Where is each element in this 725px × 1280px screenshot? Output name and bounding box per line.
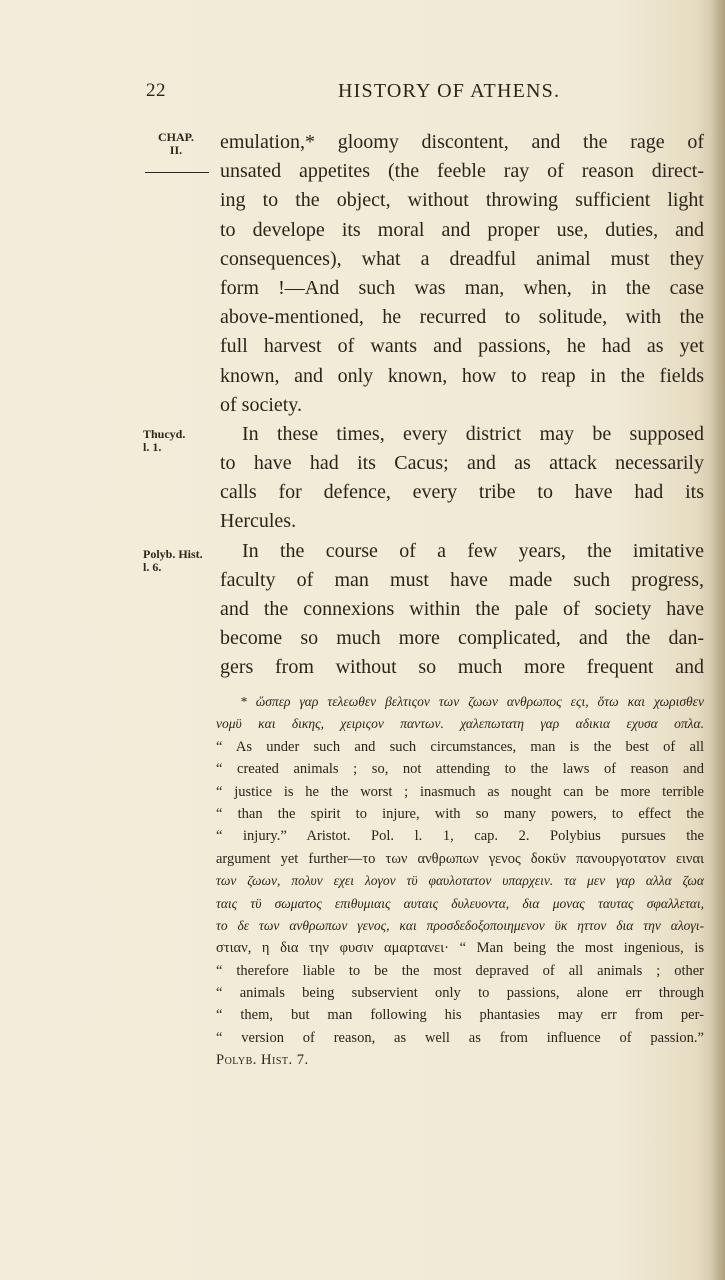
body-line: consequences), what a dreadful animal must they <box>220 247 704 270</box>
body-line: calls for defence, every tribe to have had its <box>220 481 704 504</box>
footnote-line: “ created animals ; so, not attending to the laws of reason and <box>216 761 704 778</box>
body-text <box>220 128 704 683</box>
body-line: to develope its moral and proper use, duties, and <box>220 218 704 241</box>
footnote-line: “ than the spirit to injure, with so many powers, to effect the <box>216 805 704 822</box>
margin-note-thucydides-title: Thucyd. <box>143 427 186 441</box>
footnote-line: “ therefore liable to be the most depraved of all animals ; other <box>216 962 704 979</box>
body-line: to have had its Cacus; and as attack necessarily <box>220 452 704 475</box>
footnote-line: “ injury.” Aristot. Pol. l. 1, cap. 2. Polybius pursues the <box>216 828 704 845</box>
footnote-line: νομϋ και δικης, χειριςον παντων. χαλεπωτατη γαρ αδικια εχυσα οπλα. <box>216 716 704 732</box>
page-header <box>0 80 725 110</box>
body-line: gers from without so much more frequent and <box>220 656 704 679</box>
page-edge-shadow <box>711 0 725 1280</box>
chapter-label: CHAP. <box>158 130 194 144</box>
body-line: above-mentioned, he recurred to solitude, with the <box>220 306 704 329</box>
margin-note-polybius <box>143 548 203 574</box>
body-line: ing to the object, without throwing sufficient light <box>220 189 704 212</box>
chapter-marker <box>158 131 194 157</box>
margin-note-thucydides-ref: l. 1. <box>143 440 162 454</box>
margin-note-thucydides <box>143 428 185 454</box>
margin-note-polybius-title: Polyb. Hist. <box>143 547 203 561</box>
body-line: known, and only known, how to reap in the fields <box>220 364 704 387</box>
page-number: 22 <box>146 80 166 101</box>
footnote-line: argument yet further—το των ανθρωπων γενος δοκϋν πανουργοτατον ειναι <box>216 850 704 867</box>
footnote-line: “ justice is he the worst ; inasmuch as nought can be more terrible <box>216 783 704 800</box>
chapter-number: II. <box>169 143 183 157</box>
footnote-line: των ζωων, πολυν εχει λογον τϋ φαυλοτατον υπαρχειν. τα μεν γαρ αλλα ζωα <box>216 873 704 889</box>
chapter-rule <box>145 172 209 173</box>
footnote-line: * ὥσπερ γαρ τελεωθεν βελτιςον των ζωων ανθρωπος εςι, ὅτω και χωρισθεν <box>240 694 704 709</box>
body-line: Hercules. <box>220 510 297 533</box>
body-line: In the course of a few years, the imitative <box>242 539 704 562</box>
body-line: become so much more complicated, and the dan- <box>220 627 704 650</box>
footnote-line: “ As under such and such circumstances, man is the best of all <box>216 738 704 755</box>
footnote-line: Polyb. Hist. 7. <box>216 1052 309 1069</box>
body-line: of society. <box>220 393 303 416</box>
body-line: form !—And such was man, when, in the case <box>220 276 704 299</box>
footnote-line: “ them, but man following his phantasies may err from per- <box>216 1007 704 1024</box>
footnote-line: “ animals being subservient only to passions, alone err through <box>216 985 704 1002</box>
margin-note-polybius-ref: l. 6. <box>143 560 162 574</box>
running-head: HISTORY OF ATHENS. <box>338 80 561 102</box>
footnote-line: το δε των ανθρωπων γενος, και προσδεδοξοποιημενον ϋκ ηττον δια την αλογι- <box>216 917 704 933</box>
body-line: and the connexions within the pale of society have <box>220 598 704 620</box>
body-line: full harvest of wants and passions, he had as yet <box>220 335 704 358</box>
body-line: faculty of man must have made such progress, <box>220 568 704 591</box>
footnote-line: ταις τϋ σωματος επιθυμιαις αυταις δυλευοντα, δια μονας ταυτας σφαλλεται, <box>216 895 704 911</box>
footnote-line: “ version of reason, as well as from influence of passion.” <box>216 1029 704 1046</box>
footnote-line: στιαν, η δια την φυσιν αμαρτανει· “ Man being the most ingenious, is <box>216 940 704 957</box>
body-line: In these times, every district may be supposed <box>242 422 704 445</box>
footnote <box>216 691 704 1072</box>
body-line: unsated appetites (the feeble ray of reason direct- <box>220 160 704 183</box>
body-line: emulation,* gloomy discontent, and the rage of <box>220 131 704 153</box>
